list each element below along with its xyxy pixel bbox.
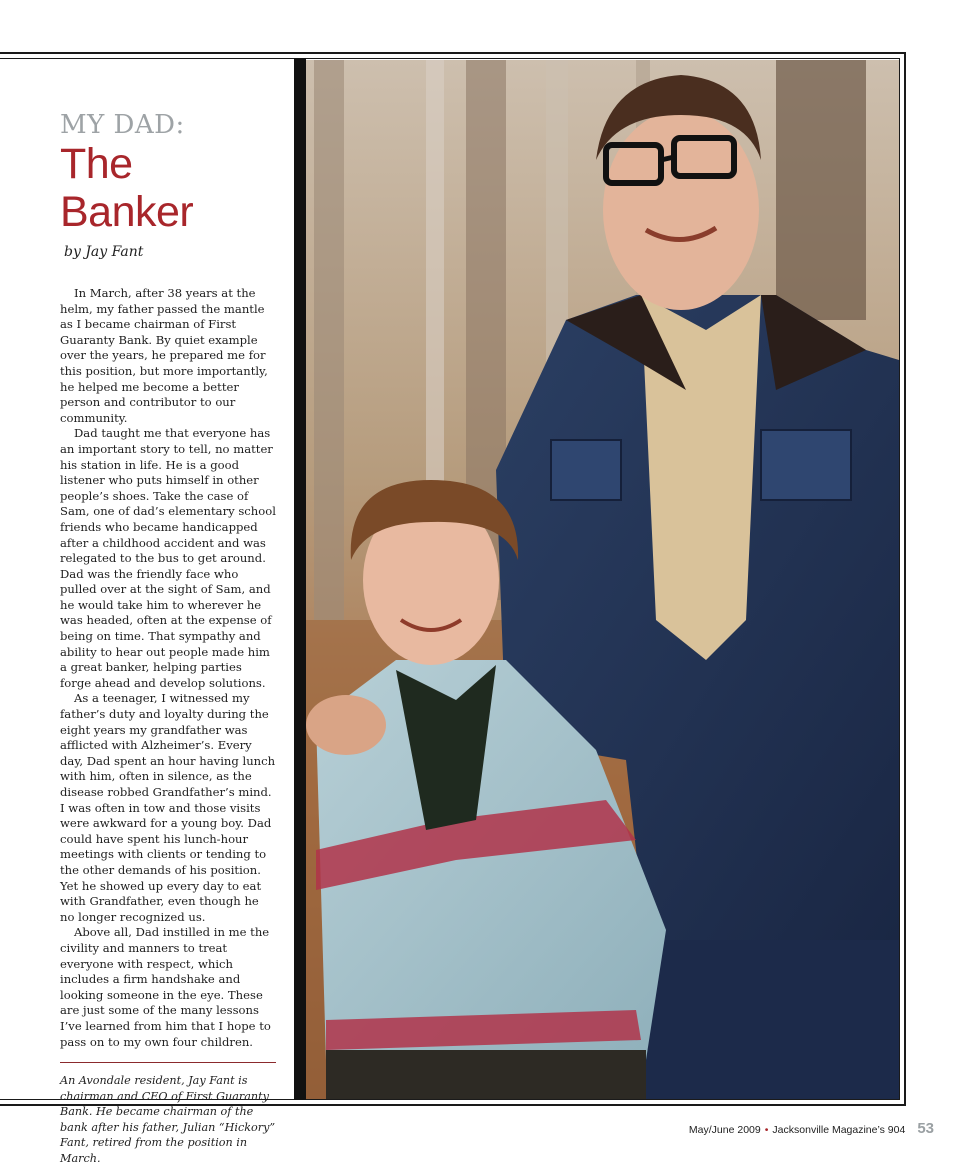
column-divider [294, 58, 306, 1100]
footer-issue: May/June 2009 [688, 1124, 761, 1136]
article-paragraph: In March, after 38 years at the helm, my father passed the mantle as I became chairman of First Guaranty Bank. By quiet example over the years, he prepared me for this position, but more importantly, he helped me become a better person and contributor to our community. [60, 286, 268, 425]
father-son-photo [306, 60, 899, 1099]
article-paragraph: As a teenager, I witnessed my father’s duty and loyalty during the eight years my grandfather was afflicted with Alzheimer’s. Every day, Dad spent an hour having lunch with him, often in silence, as the disease robbed Grandfather’s mind. I was often in tow and those visits were awkward for a young boy. Dad could have spent his lunch-hour meetings with clients or tending to the other demands of his position. Yet he showed up every day to eat with Grandfather, even though he no longer recognized us. [60, 691, 276, 924]
article-kicker: MY DAD: [60, 110, 185, 140]
article-paragraph: Dad taught me that everyone has an important story to tell, no matter his station in life. He is a good listener who puts himself in other people’s shoes. Take the case of Sam, one of dad’s elementary school friends who became handicapped after a childhood accident and was relegated to the bus to get around. Dad was the friendly face who pulled over at the sight of Sam, and he would take him to wherever he was headed, often at the expense of being on time. That sympathy and ability to hear out people made him a great banker, helping parties forge ahead and develop solutions. [60, 426, 276, 690]
page-footer [689, 1120, 934, 1137]
page-number: 53 [917, 1120, 934, 1137]
article-paragraph: Above all, Dad instilled in me the civility and manners to treat everyone with respect, which includes a firm handshake and looking someone in the eye. These are just some of the many lessons I’ve learned from him that I hope to pass on to my own four children. [60, 925, 271, 1049]
footer-separator: • [764, 1124, 769, 1136]
bio-divider [60, 1062, 276, 1063]
article-headline: The Banker [60, 140, 194, 236]
footer-magazine: Jacksonville Magazine’s 904 [772, 1124, 906, 1136]
article-column [60, 100, 276, 1167]
article-body [60, 286, 276, 1050]
article-byline: by Jay Fant [64, 244, 144, 260]
author-bio: An Avondale resident, Jay Fant is chairman and CEO of First Guaranty Bank. He became chairman of the bank after his father, Julian “Hickory” Fant, retired from the position in March. [60, 1074, 276, 1166]
